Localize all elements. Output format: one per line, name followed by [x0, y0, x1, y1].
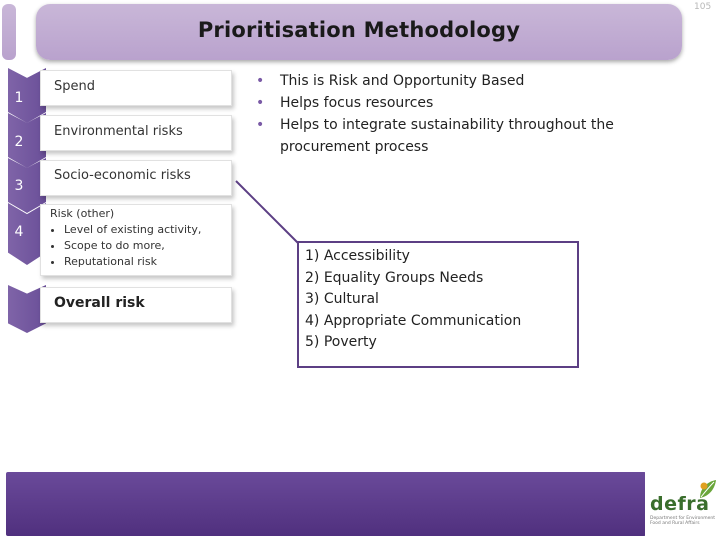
bullet-item: • Helps focus resources — [256, 92, 676, 114]
risk-item: • Level of existing activity, — [64, 222, 201, 238]
step-3-label: Socio-economic risks — [54, 168, 191, 183]
callout-list — [305, 246, 521, 354]
risk-item: • Reputational risk — [64, 254, 201, 270]
step-4-label: Risk (other) — [50, 207, 115, 220]
step-1-label: Spend — [54, 79, 95, 94]
page-title: Prioritisation Methodology — [197, 18, 521, 42]
step-2-label: Environmental risks — [54, 124, 183, 139]
bullet-item: • Helps to integrate sustainability throughout the procurement process — [256, 114, 676, 158]
callout-item: 5) Poverty — [305, 334, 377, 350]
overall-label: Overall risk — [54, 295, 145, 311]
bullet-dot-icon: • — [256, 117, 265, 133]
logo-subtitle: Department for Environment Food and Rural Affairs — [650, 516, 716, 526]
bullet-item: • This is Risk and Opportunity Based — [256, 70, 676, 92]
step-3-number: 3 — [14, 178, 24, 194]
callout-item: 1) Accessibility — [305, 248, 410, 264]
risk-item: • Scope to do more, — [64, 238, 201, 254]
step-1-number: 1 — [14, 90, 24, 106]
footer-band — [6, 472, 646, 536]
callout-item: 2) Equality Groups Needs — [305, 269, 484, 286]
logo-wordmark: defra — [650, 493, 710, 515]
callout-item: 4) Appropriate Communication — [305, 312, 522, 329]
step-4-number: 4 — [14, 224, 24, 240]
bullet-dot-icon: • — [256, 95, 265, 111]
step-2-number: 2 — [14, 134, 24, 150]
page-number: 105 — [694, 2, 712, 12]
bullet-dot-icon: • — [256, 73, 265, 89]
callout-item: 3) Cultural — [305, 291, 379, 307]
